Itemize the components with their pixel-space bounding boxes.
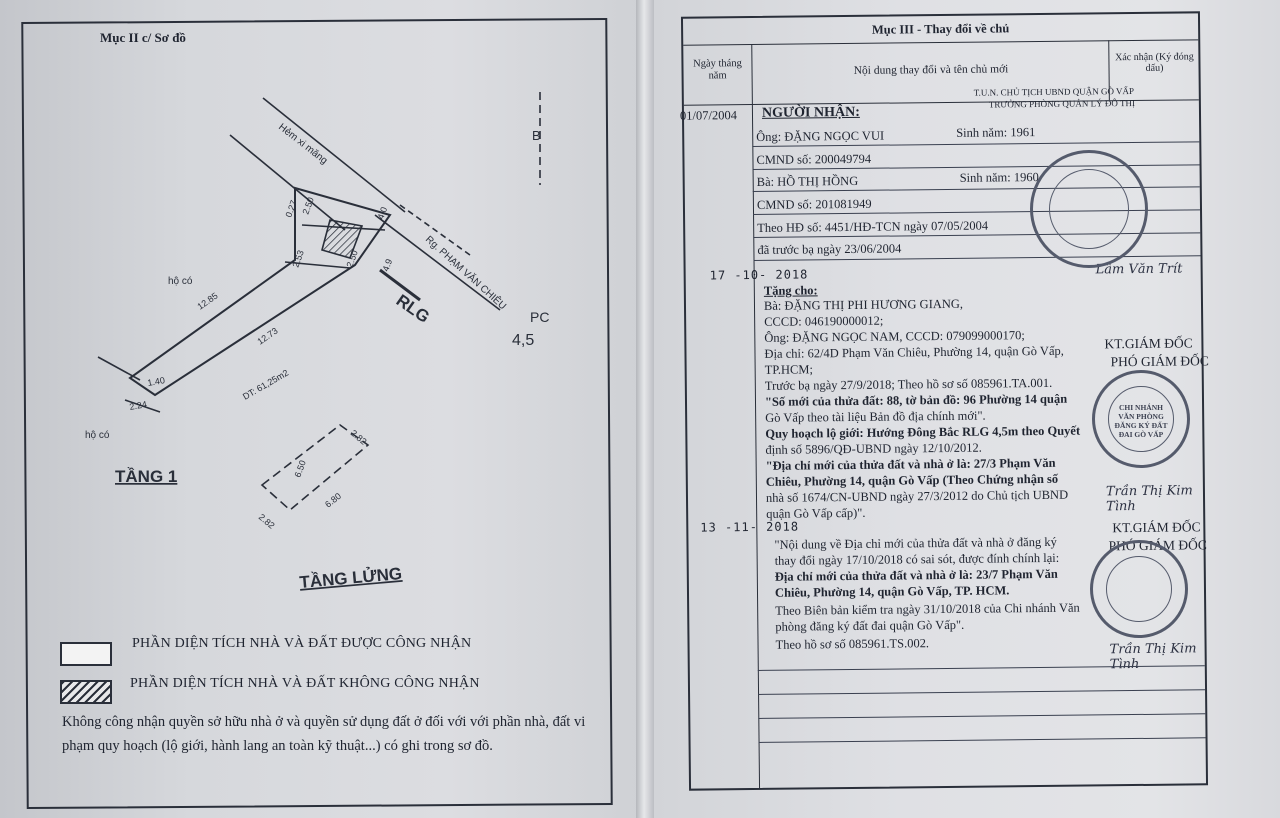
dim-2-82-a: 2.82	[348, 427, 369, 447]
entry2-bold-3: Quy hoạch lộ giới: Hướng Đông Bắc RLG 4,5m theo Quyết	[765, 423, 1081, 441]
label-ho-co-1: hộ có	[168, 276, 193, 287]
dim-4-0: 4.0	[375, 205, 390, 221]
dim-2-53: 2.53	[290, 248, 306, 269]
header-confirm: Xác nhận (Ký đóng dấu)	[1115, 51, 1194, 74]
official-seal-2	[1092, 370, 1190, 468]
legend-swatch-unrecognized	[60, 680, 112, 704]
entry2-date: 17 -10- 2018	[709, 267, 809, 283]
entry1-line-1: Ông: ĐẶNG NGỌC VUI	[756, 128, 885, 144]
dim-2-50-b: 2.50	[344, 248, 360, 269]
entry2-line-4: Địa chỉ: 62/4D Phạm Văn Chiêu, Phường 14, quận Gò Vấp,	[764, 343, 1064, 361]
entry2-title-1: KT.GIÁM ĐỐC	[1104, 335, 1193, 352]
entry3-line-2: thay đổi ngày 17/10/2018 có sai sót, được đính chính lại:	[774, 550, 1060, 568]
entry3-line-3: Địa chỉ mới của thửa đất và nhà ở là: 23/7 Phạm Văn	[774, 566, 1058, 584]
entry2-bold-8: quận Gò Vấp cấp)".	[766, 505, 866, 521]
entry1-line-2: Sinh năm: 1961	[956, 125, 1036, 140]
entry3-line-4: Chiêu, Phường 14, quận Gò Vấp, TP. HCM.	[774, 583, 1010, 600]
entry1-authority-1: T.U.N. CHỦ TỊCH UBND QUẬN GÒ VẤP	[973, 85, 1135, 98]
label-pc: PC	[530, 309, 550, 325]
dim-2-82-b: 2.82	[256, 511, 277, 531]
entry3-title-1: KT.GIÁM ĐỐC	[1112, 519, 1201, 536]
entry2-heading: Tặng cho:	[763, 283, 818, 298]
label-area: DT: 61,25m2	[241, 367, 291, 402]
entry3-line-6: phòng đăng ký đất đai quận Gò Vấp".	[775, 617, 965, 634]
dim-12-73: 12.73	[255, 325, 280, 347]
entry1-heading: NGƯỜI NHẬN:	[761, 104, 860, 121]
entry2-line-3: Ông: ĐẶNG NGỌC NAM, CCCD: 079099000170;	[764, 328, 1025, 345]
entry2-line-5: TP.HCM;	[764, 362, 814, 377]
entry1-authority-2: TRƯỞNG PHÒNG QUẢN LÝ ĐÔ THỊ	[988, 97, 1136, 110]
entry1-line-5: Sinh năm: 1960	[959, 170, 1039, 185]
legend-swatch-recognized	[60, 642, 112, 666]
entry1-line-4: Bà: HỒ THỊ HỒNG	[756, 173, 859, 189]
seal-2-text: CHI NHÁNH VĂN PHÒNG ĐĂNG KÝ ĐẤT ĐAI GÒ VẤP	[1114, 403, 1168, 439]
label-ho-co-2: hộ có	[85, 430, 110, 441]
entry1-date: 01/07/2004	[679, 108, 738, 123]
dim-4-9: 4.9	[380, 257, 395, 273]
entry1-signature: Lâm Văn Trít	[1095, 261, 1183, 278]
dim-6-50: 6.50	[292, 458, 308, 479]
disclaimer-note: Không công nhận quyền sở hữu nhà ở và quyền sử dụng đất ở đối với với phần nhà, đất vi phạm quy hoạch (lộ giới, hành lang an toàn kỹ thuật...) có ghi trong sơ đồ.	[62, 714, 586, 754]
entry1-line-7: Theo HĐ số: 4451/HĐ-TCN ngày 07/05/2004	[757, 218, 989, 235]
entry2-bold-1: "Số mới của thửa đất: 88, tờ bản đồ: 96 Phường 14 quận	[764, 391, 1068, 409]
dim-1-40: 1.40	[146, 375, 166, 388]
dim-2-50-a: 2.50	[300, 195, 316, 216]
dim-2-24: 2.24	[128, 399, 148, 412]
label-rlg: RLG	[392, 290, 434, 327]
section-title-owner-change: Mục III - Thay đổi về chủ	[871, 21, 1010, 37]
entry2-bold-6: Chiêu, Phường 14, quận Gò Vấp (Theo Chứng nhận số	[765, 471, 1059, 489]
legend-text-recognized: PHẦN DIỆN TÍCH NHÀ VÀ ĐẤT ĐƯỢC CÔNG NHẬN	[132, 636, 472, 651]
label-road: Rg. PHẠM VĂN CHIÊU	[422, 234, 508, 313]
official-seal-3	[1090, 540, 1188, 638]
entry2-signature: Trần Thị Kim Tình	[1105, 483, 1193, 515]
header-content: Nội dung thay đổi và tên chủ mới	[853, 63, 1009, 77]
entry1-line-6: CMND số: 201081949	[756, 196, 872, 212]
entry2-line-2: CCCD: 046190000012;	[764, 313, 884, 329]
label-alley: Hẻm xi măng	[276, 121, 330, 167]
header-date: Ngày tháng năm	[693, 58, 742, 82]
dim-6-80: 6.80	[323, 490, 344, 510]
entry3-signature: Trần Thị Kim Tình	[1109, 641, 1197, 673]
section-title-diagram: Mục II c/ Sơ đồ	[100, 30, 186, 45]
entry3-line-5: Theo Biên bản kiểm tra ngày 31/10/2018 của Chi nhánh Văn	[775, 600, 1080, 618]
label-b-mark: B	[532, 128, 541, 143]
entry2-line-1: Bà: ĐẶNG THỊ PHI HƯƠNG GIANG,	[763, 296, 964, 313]
legend-text-unrecognized: PHẦN DIỆN TÍCH NHÀ VÀ ĐẤT KHÔNG CÔNG NHẬN	[130, 676, 480, 691]
entry1-line-3: CMND số: 200049794	[756, 151, 872, 167]
entry1-line-8: đã trước bạ ngày 23/06/2004	[757, 241, 902, 257]
entry2-bold-2: Gò Vấp theo tài liệu Bản đồ địa chính mới".	[765, 408, 986, 425]
entry3-title-2: PHÓ GIÁM ĐỐC	[1108, 537, 1207, 554]
label-pc-value: 4,5	[512, 332, 535, 349]
entry3-date: 13 -11- 2018	[700, 519, 800, 535]
dim-12-85: 12.85	[195, 290, 220, 312]
label-mezzanine: TẦNG LỬNG	[298, 564, 403, 592]
entry3-line-1: "Nội dung về Địa chỉ mới của thửa đất và nhà ở đăng ký	[774, 534, 1057, 552]
entry2-line-6: Trước bạ ngày 27/9/2018; Theo hồ sơ số 085961.TA.001.	[764, 375, 1053, 393]
official-seal-1	[1030, 150, 1148, 268]
entry2-title-2: PHÓ GIÁM ĐỐC	[1110, 353, 1209, 370]
label-floor-1: TẦNG 1	[115, 467, 178, 486]
entry2-bold-7: nhà số 1674/CN-UBND ngày 27/3/2012 do Chủ tịch UBND	[765, 487, 1069, 505]
entry2-bold-4: định số 5896/QĐ-UBND ngày 12/10/2012.	[765, 440, 982, 457]
entry3-line-7: Theo hồ sơ số 085961.TS.002.	[775, 636, 930, 652]
entry2-bold-5: "Địa chỉ mới của thửa đất và nhà ở là: 27/3 Phạm Văn	[765, 455, 1056, 473]
dim-0-27: 0.27	[283, 198, 299, 219]
